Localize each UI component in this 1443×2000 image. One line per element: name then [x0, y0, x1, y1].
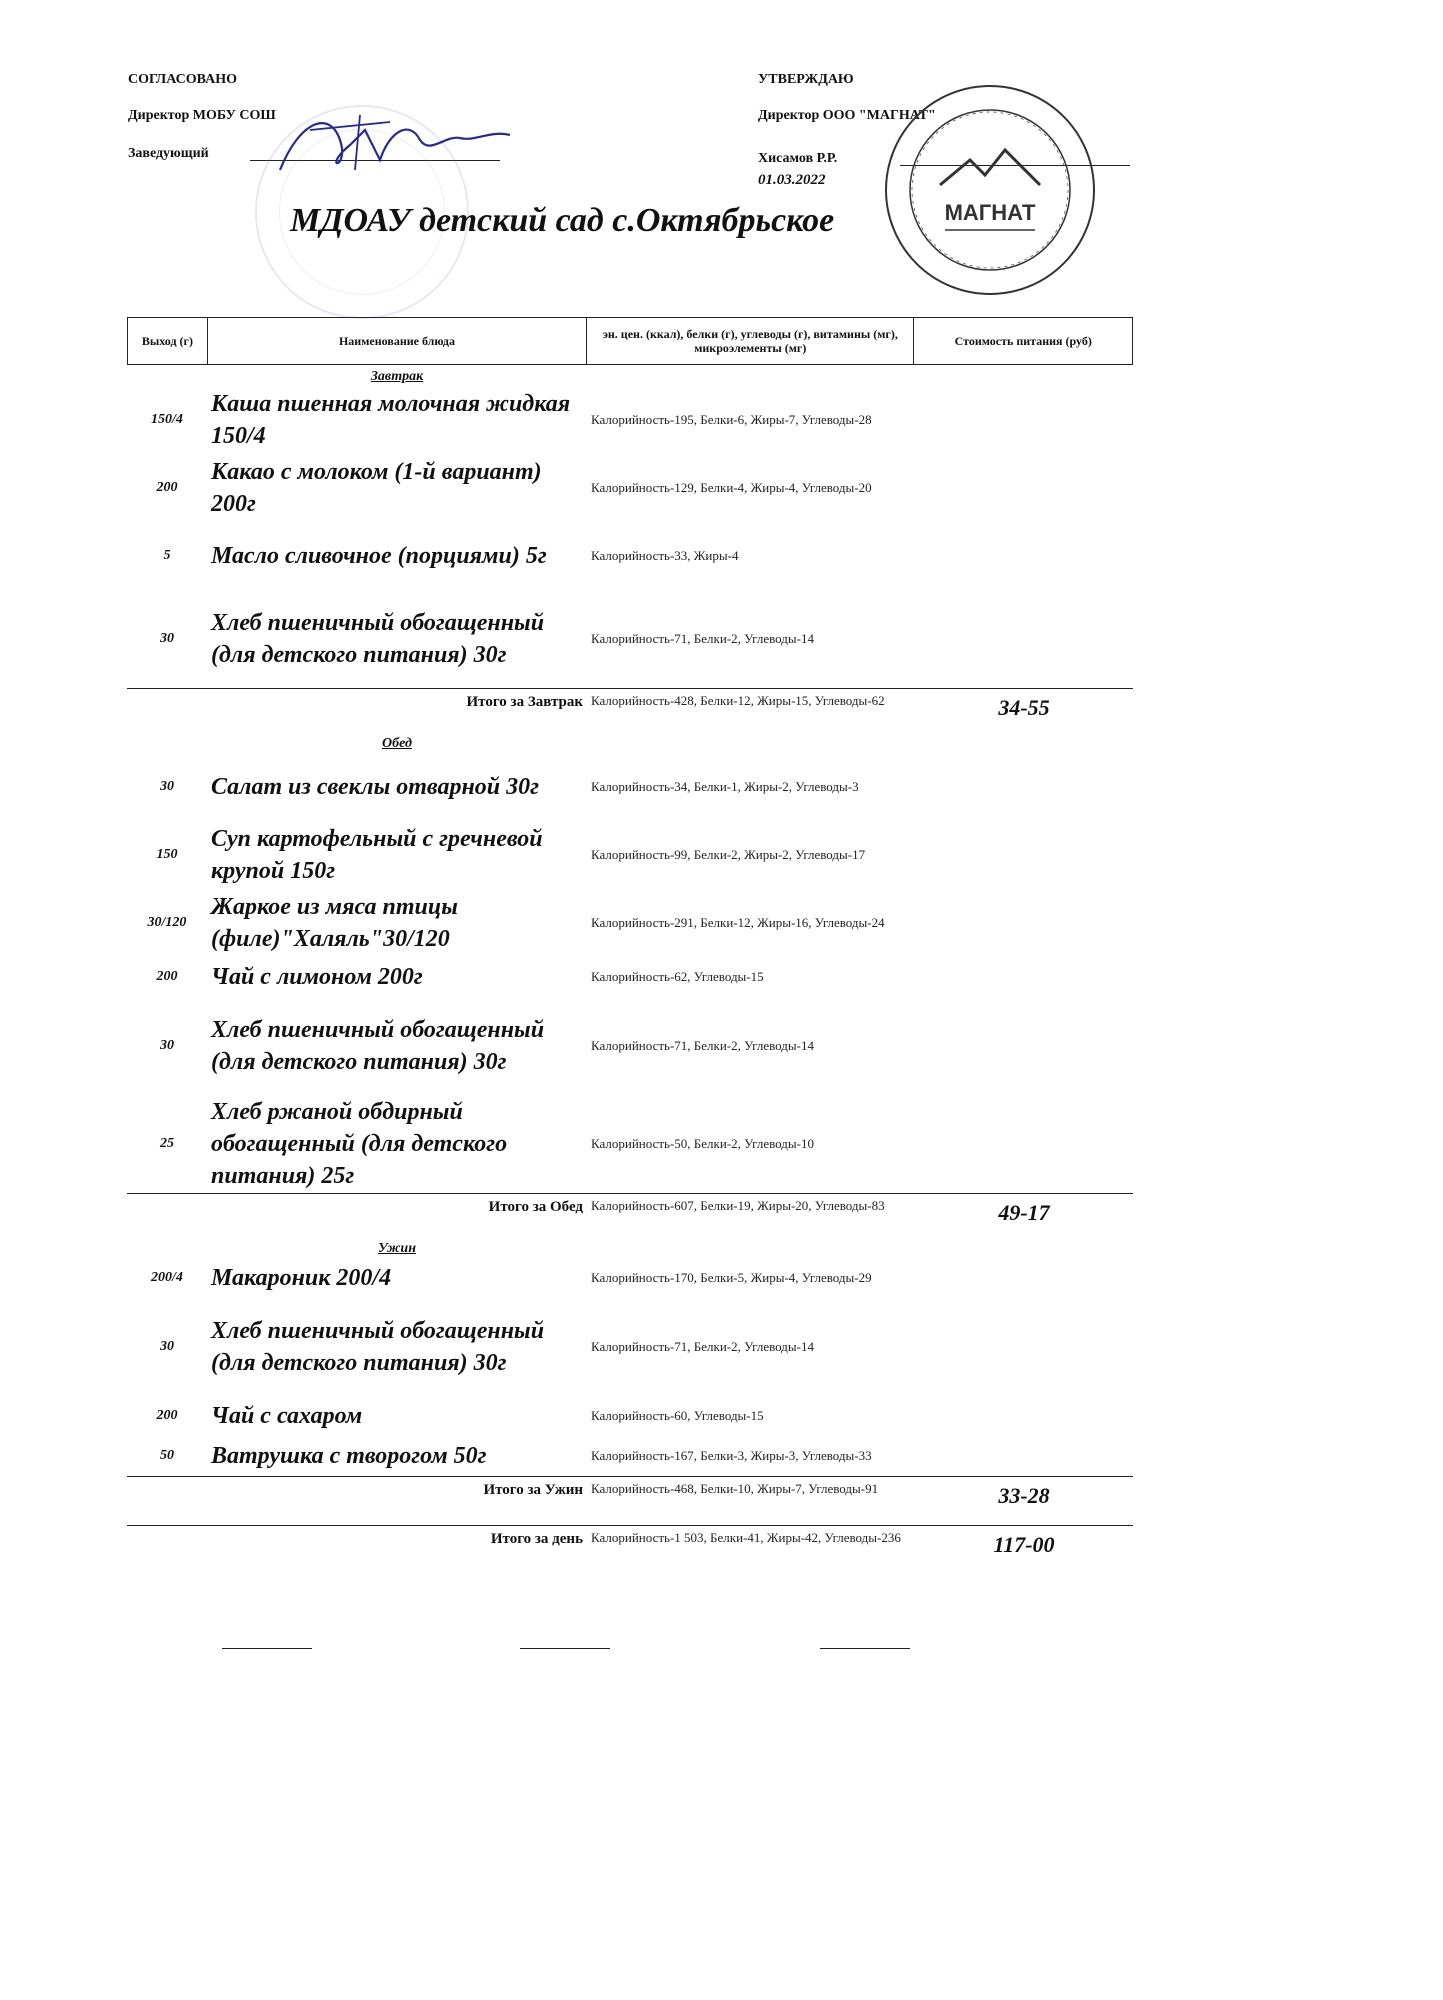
approval-date: 01.03.2022: [758, 172, 826, 188]
meal-total-row: [127, 1193, 1133, 1240]
menu-row: [127, 1095, 1133, 1193]
company-director-label: Директор ООО "МАГНАТ": [758, 108, 936, 123]
row-nutrients: Калорийность-99, Белки-2, Жиры-2, Углеводы-17: [591, 847, 866, 862]
row-output: 30: [160, 1339, 174, 1354]
row-dish-name: Хлеб пшеничный обогащенный (для детского питания) 30г: [211, 1017, 545, 1075]
day-total-nutrients: Калорийность-1 503, Белки-41, Жиры-42, Углеводы-236: [591, 1530, 901, 1545]
menu-row: [127, 821, 1133, 889]
menu-row: [127, 522, 1133, 590]
meal-section-title: Обед: [382, 736, 412, 751]
row-nutrients: Калорийность-60, Углеводы-15: [591, 1408, 764, 1423]
row-dish-name: Макароник 200/4: [211, 1265, 392, 1291]
row-output: 30: [160, 631, 174, 646]
row-dish-name: Хлеб ржаной обдирный обогащенный (для детского питания) 25г: [211, 1099, 508, 1189]
meal-total-row: [127, 1476, 1133, 1523]
row-dish-name: Хлеб пшеничный обогащенный (для детского питания) 30г: [211, 1318, 545, 1376]
row-output: 200: [156, 480, 178, 495]
row-dish-name: Суп картофельный с гречневой крупой 150г: [211, 826, 543, 884]
meal-total-nutrients: Калорийность-607, Белки-19, Жиры-20, Углеводы-83: [591, 1198, 885, 1213]
row-nutrients: Калорийность-195, Белки-6, Жиры-7, Углеводы-28: [591, 412, 872, 427]
col-cost: Стоимость питания (руб): [954, 334, 1092, 348]
handwritten-signature-left: [270, 100, 530, 180]
menu-row: [127, 957, 1133, 997]
col-nutrients: эн. цен. (ккал), белки (г), углеводы (г), витамины (мг), микроэлементы (мг): [587, 318, 914, 364]
row-nutrients: Калорийность-71, Белки-2, Углеводы-14: [591, 1038, 814, 1053]
row-dish-name: Ватрушка с творогом 50г: [211, 1443, 487, 1469]
row-nutrients: Калорийность-71, Белки-2, Углеводы-14: [591, 631, 814, 646]
page-title: МДОАУ детский сад с.Октябрьское: [290, 202, 835, 239]
menu-row: [127, 1298, 1133, 1396]
row-nutrients: Калорийность-50, Белки-2, Углеводы-10: [591, 1136, 814, 1151]
meal-total-label: Итого за Завтрак: [466, 694, 583, 710]
row-nutrients: Калорийность-291, Белки-12, Жиры-16, Углеводы-24: [591, 915, 885, 930]
day-total-cost: 117-00: [993, 1532, 1055, 1557]
day-total-row: [127, 1525, 1133, 1572]
meal-section-title: Ужин: [378, 1241, 416, 1256]
meal-total-cost: 49-17: [998, 1200, 1050, 1225]
meal-total-row: [127, 688, 1133, 735]
row-dish-name: Чай с сахаром: [211, 1403, 363, 1429]
menu-row: [127, 753, 1133, 821]
row-dish-name: Хлеб пшеничный обогащенный (для детского питания) 30г: [211, 610, 545, 668]
row-dish-name: Масло сливочное (порциями) 5г: [211, 543, 547, 569]
row-nutrients: Калорийность-34, Белки-1, Жиры-2, Углеводы-3: [591, 779, 859, 794]
menu-row: [127, 1396, 1133, 1436]
menu-table-body: [127, 368, 1133, 1572]
approve-label: УТВЕРЖДАЮ: [758, 72, 854, 87]
agreed-label: СОГЛАСОВАНО: [128, 72, 237, 87]
row-nutrients: Калорийность-170, Белки-5, Жиры-4, Углеводы-29: [591, 1270, 872, 1285]
row-dish-name: Жаркое из мяса птицы (филе)"Халяль"30/120: [211, 894, 458, 952]
table-header: [127, 317, 1133, 365]
footer-signature-line-3: [820, 1648, 910, 1649]
meal-total-nutrients: Калорийность-428, Белки-12, Жиры-15, Углеводы-62: [591, 693, 885, 708]
row-output: 200/4: [151, 1270, 183, 1285]
row-output: 200: [156, 1408, 178, 1423]
menu-row: [127, 889, 1133, 957]
row-dish-name: Каша пшенная молочная жидкая 150/4: [211, 391, 571, 449]
row-nutrients: Калорийность-62, Углеводы-15: [591, 969, 764, 984]
row-nutrients: Калорийность-129, Белки-4, Жиры-4, Углеводы-20: [591, 480, 872, 495]
meal-total-cost: 34-55: [998, 695, 1050, 720]
row-output: 30/120: [147, 915, 187, 930]
meal-section-title: Завтрак: [370, 369, 424, 384]
meal-total-label: Итого за Обед: [488, 1199, 583, 1215]
day-total-label: Итого за день: [490, 1531, 583, 1547]
footer-signature-line-2: [520, 1648, 610, 1649]
row-output: 30: [160, 779, 174, 794]
row-output: 150/4: [151, 412, 183, 427]
menu-row: [127, 997, 1133, 1095]
school-director-label: Директор МОБУ СОШ: [128, 108, 276, 123]
company-stamp: [880, 80, 1100, 300]
row-nutrients: Калорийность-33, Жиры-4: [591, 548, 739, 563]
row-nutrients: Калорийность-167, Белки-3, Жиры-3, Углеводы-33: [591, 1448, 872, 1463]
director-name: Хисамов Р.Р.: [758, 151, 838, 166]
row-dish-name: Чай с лимоном 200г: [211, 964, 423, 990]
stamp-logo-text: МАГНАТ: [944, 200, 1036, 225]
footer-signature-line-1: [222, 1648, 312, 1649]
head-label: Заведующий: [128, 146, 209, 161]
row-output: 25: [160, 1136, 174, 1151]
row-output: 200: [156, 969, 178, 984]
row-dish-name: Салат из свеклы отварной 30г: [211, 774, 539, 800]
row-nutrients: Калорийность-71, Белки-2, Углеводы-14: [591, 1339, 814, 1354]
row-output: 5: [163, 548, 171, 563]
col-output: Выход (г): [128, 318, 208, 364]
menu-row: [127, 1436, 1133, 1476]
meal-total-cost: 33-28: [998, 1483, 1050, 1508]
row-output: 150: [156, 847, 178, 862]
row-dish-name: Какао с молоком (1-й вариант) 200г: [211, 459, 542, 517]
row-output: 50: [160, 1448, 174, 1463]
row-output: 30: [160, 1038, 174, 1053]
menu-row: [127, 386, 1133, 454]
menu-row: [127, 590, 1133, 688]
menu-row: [127, 1258, 1133, 1298]
menu-row: [127, 454, 1133, 522]
meal-total-label: Итого за Ужин: [483, 1482, 583, 1498]
meal-total-nutrients: Калорийность-468, Белки-10, Жиры-7, Углеводы-91: [591, 1481, 879, 1496]
col-name: Наименование блюда: [208, 318, 587, 364]
